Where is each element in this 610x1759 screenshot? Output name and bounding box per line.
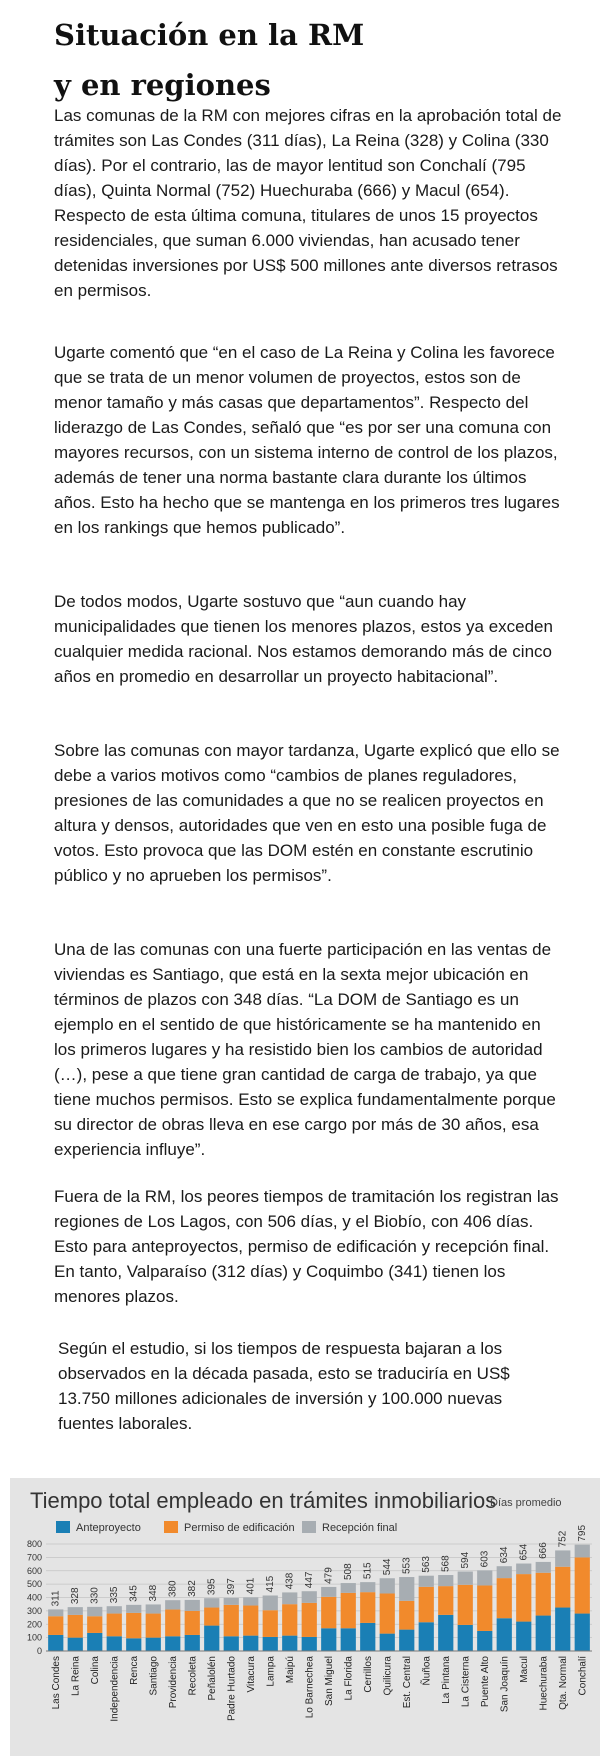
bar-segment-recepcion [341,1583,356,1593]
bar-segment-anteproyecto [185,1635,200,1651]
y-tick-label: 700 [26,1552,42,1563]
bar-segment-permiso [575,1557,590,1613]
bar-segment-permiso [107,1614,122,1637]
category-label: Vitacura [245,1656,257,1693]
bar-segment-recepcion [360,1582,375,1592]
category-label: Quilicura [382,1656,394,1696]
bar-segment-permiso [68,1615,83,1638]
category-label: Qta. Normal [557,1656,569,1710]
bar-total-label: 603 [479,1550,491,1568]
bar-segment-anteproyecto [321,1628,336,1651]
paragraph-2: Ugarte comentó que “en el caso de La Reina y Colina les favorece que se trata de un menor volumen de proyectos, estos son de menor tamaño y más casas que departamentos”. Respecto del liderazgo de Las Condes, señaló que “es por ser una comuna con mayores recursos, con un sistema interno de control de los plazos, además de tener una norma bastante clara durante los últimos años. Esto ha hecho que se mantenga en los primeros tres lugares en los rankings que hemos publicado”. [54,343,560,537]
bar-segment-anteproyecto [341,1628,356,1651]
bar-total-label: 563 [421,1556,433,1573]
bar-segment-permiso [536,1573,551,1616]
bar-segment-anteproyecto [224,1636,239,1651]
bar-segment-recepcion [146,1604,161,1613]
bar-total-label: 345 [128,1585,140,1602]
paragraph-4: Sobre las comunas con mayor tardanza, Ugarte explicó que ello se debe a varios motivos como “cambios de planes reguladores, presiones de las comunidades a que no se realicen proyectos en altura y densos, autoridades que ven en esto una posible fuga de votos. Esto provoca que las DOM estén en constante escrutinio público y no aprueben los permisos”. [54,741,560,885]
bar-segment-permiso [282,1604,297,1635]
bar-segment-anteproyecto [87,1633,102,1651]
bar-segment-permiso [302,1603,317,1637]
bar-total-label: 752 [557,1530,569,1548]
bar-segment-anteproyecto [126,1638,141,1651]
bar-total-label: 401 [245,1577,257,1595]
bar-segment-anteproyecto [302,1637,317,1651]
bar-segment-anteproyecto [575,1614,590,1651]
paragraph-1: Las comunas de la RM con mejores cifras en la aprobación total de trámites son Las Condes (311 días), La Reina (328) y Colina (330 días). Por el contrario, las de mayor lentitud son Conchalí (795 días), Quinta Normal (752) Huechuraba (666) y Macul (654). Respecto de esta última comuna, titulares de unos 15 proyectos residenciales, que suman 6.000 viviendas, han acusado tener detenidas inversiones por US$ 500 millones ante diversos retrasos en permisos. [54,106,562,300]
category-label: Puente Alto [479,1656,491,1708]
category-label: Peñalolén [206,1656,218,1701]
bar-segment-recepcion [516,1564,531,1575]
bar-segment-recepcion [126,1605,141,1613]
category-label: Lo Barnechea [304,1656,316,1719]
bar-segment-recepcion [380,1578,395,1593]
bar-total-label: 666 [538,1542,550,1559]
bar-segment-anteproyecto [107,1636,122,1651]
bar-total-label: 382 [187,1580,199,1597]
category-label: Colina [89,1656,101,1685]
bar-segment-anteproyecto [48,1635,63,1651]
category-label: Padre Hurtado [226,1656,238,1722]
bar-total-label: 544 [382,1558,394,1576]
bar-segment-permiso [458,1585,473,1625]
bar-total-label: 479 [323,1567,335,1584]
y-tick-label: 500 [26,1579,42,1590]
bar-total-label: 515 [362,1562,374,1580]
bar-segment-anteproyecto [360,1623,375,1651]
paragraph-5: Una de las comunas con una fuerte participación en las ventas de viviendas es Santiago, que está en la sexta mejor ubicación en términos de plazos con 348 días. “La DOM de Santiago es un ejemplo en el sentido de que históricamente se ha mantenido en los primeros lugares y ha resistido bien los cambios de autoridad (…), pese a que tiene gran cantidad de carga de trabajo, ya que tiene muchos permisos. Esto se explica fundamentalmente porque su director de obras lleva en ese cargo por más de 30 años, esa experiencia influye”. [54,940,556,1159]
category-label: Independencia [109,1656,121,1722]
bar-segment-recepcion [87,1607,102,1616]
y-tick-label: 200 [26,1619,42,1630]
bar-segment-recepcion [282,1592,297,1604]
bar-segment-permiso [399,1601,414,1630]
bar-segment-recepcion [48,1609,63,1616]
bar-total-label: 654 [518,1543,530,1561]
bar-total-label: 508 [343,1563,355,1581]
chart-subtitle: Días promedio [490,1497,562,1509]
bar-segment-permiso [419,1587,434,1622]
category-label: La Pintana [440,1656,452,1704]
bar-total-label: 397 [226,1578,238,1595]
bar-total-label: 438 [284,1572,296,1590]
title-line-1: Situación en la RM [54,18,365,52]
bar-total-label: 447 [304,1571,316,1589]
bar-segment-anteproyecto [399,1630,414,1651]
y-tick-label: 400 [26,1592,42,1603]
bar-segment-recepcion [302,1591,317,1603]
paragraph-3: De todos modos, Ugarte sostuvo que “aun cuando hay municipalidades que tienen los menores plazos, estos ya exceden cualquier medida racional. Nos estamos demorando más de cinco años en promedio en desarrollar un proyecto habitacional”. [54,592,553,686]
category-label: Maipú [284,1656,296,1684]
y-tick-label: 600 [26,1565,42,1576]
bar-segment-anteproyecto [458,1625,473,1651]
category-label: Lampa [265,1656,277,1687]
bar-segment-permiso [438,1586,453,1615]
bar-segment-permiso [380,1593,395,1633]
bar-total-label: 594 [460,1551,472,1569]
bar-segment-recepcion [419,1576,434,1587]
bar-total-label: 311 [50,1590,62,1607]
category-label: Recoleta [187,1656,199,1696]
bar-segment-recepcion [438,1575,453,1586]
bar-segment-permiso [243,1606,258,1636]
bar-segment-permiso [321,1597,336,1628]
category-label: Huechuraba [538,1656,550,1711]
chart-title: Tiempo total empleado en trámites inmobiliarios [30,1488,497,1513]
bar-segment-recepcion [224,1598,239,1605]
bar-total-label: 415 [265,1575,277,1593]
bar-total-label: 395 [206,1578,218,1596]
category-label: Renca [128,1656,140,1685]
category-label: La Cisterna [460,1656,472,1708]
chart-panel [10,1478,600,1756]
bar-segment-recepcion [243,1597,258,1605]
bar-total-label: 380 [167,1580,179,1598]
bar-segment-anteproyecto [263,1637,278,1651]
bar-segment-anteproyecto [204,1626,219,1651]
bar-segment-anteproyecto [477,1631,492,1651]
bar-segment-anteproyecto [516,1622,531,1651]
stacked-bar-chart [10,1478,600,1756]
bar-segment-permiso [146,1614,161,1638]
bar-segment-permiso [126,1613,141,1638]
bar-segment-anteproyecto [243,1636,258,1651]
bar-segment-recepcion [555,1550,570,1566]
y-tick-label: 100 [26,1632,42,1643]
bar-segment-anteproyecto [146,1638,161,1651]
bar-segment-recepcion [165,1600,180,1609]
category-label: Providencia [167,1656,179,1709]
bar-segment-permiso [497,1578,512,1618]
bar-segment-permiso [555,1567,570,1608]
category-label: Santiago [148,1656,160,1696]
bar-segment-recepcion [321,1587,336,1597]
category-label: Macul [518,1656,530,1683]
article-title [54,10,574,110]
bar-segment-recepcion [204,1598,219,1607]
bar-total-label: 795 [577,1524,589,1542]
bar-segment-permiso [224,1605,239,1636]
bar-segment-anteproyecto [282,1636,297,1651]
category-label: San Joaquín [499,1656,511,1713]
bar-segment-permiso [263,1610,278,1637]
bar-segment-permiso [48,1616,63,1635]
bar-total-label: 328 [70,1587,82,1605]
bar-total-label: 348 [148,1584,160,1602]
bar-segment-anteproyecto [380,1634,395,1651]
y-tick-label: 300 [26,1605,42,1616]
legend-label-permiso: Permiso de edificación [184,1522,295,1534]
bar-segment-recepcion [536,1562,551,1573]
bar-segment-anteproyecto [68,1638,83,1651]
paragraph-6: Fuera de la RM, los peores tiempos de tramitación los registran las regiones de Los Lagos, con 506 días, y el Biobío, con 406 días. Esto para anteproyectos, permiso de edificación y recepción final. En tanto, Valparaíso (312 días) y Coquimbo (341) tienen los menores plazos. [54,1187,559,1306]
legend-label-anteproyecto: Anteproyecto [76,1522,141,1534]
category-label: San Miguel [323,1656,335,1707]
y-tick-label: 0 [36,1646,42,1656]
bar-segment-recepcion [107,1606,122,1613]
category-label: La Florida [343,1656,355,1701]
bar-segment-recepcion [477,1570,492,1585]
bar-total-label: 568 [440,1555,452,1573]
bar-segment-permiso [516,1574,531,1621]
bar-segment-anteproyecto [536,1616,551,1651]
bar-segment-recepcion [575,1545,590,1558]
bar-segment-recepcion [458,1572,473,1585]
bar-segment-permiso [87,1616,102,1633]
bar-total-label: 335 [109,1586,121,1604]
bar-segment-anteproyecto [497,1618,512,1651]
y-tick-label: 800 [26,1539,42,1549]
bar-segment-recepcion [68,1607,83,1615]
title-line-2: y en regiones [54,68,271,102]
bar-segment-anteproyecto [555,1608,570,1651]
bar-segment-recepcion [185,1600,200,1611]
bar-segment-permiso [185,1611,200,1635]
bar-total-label: 330 [89,1587,101,1604]
paragraph-7: Según el estudio, si los tiempos de respuesta bajaran a los observados en la década pasada, esto se traduciría en US$ 13.750 millones adicionales de inversión y 100.000 nuevas fuentes laborales. [58,1339,510,1433]
category-label: Est. Central [401,1656,413,1709]
category-label: La Reina [70,1656,82,1697]
bar-segment-recepcion [399,1577,414,1601]
bar-segment-anteproyecto [419,1622,434,1651]
category-label: Ñuñoa [421,1656,433,1686]
bar-segment-permiso [341,1593,356,1628]
category-label: Conchalí [577,1656,589,1696]
category-label: Las Condes [50,1656,62,1710]
bar-segment-anteproyecto [438,1615,453,1651]
bar-total-label: 634 [499,1546,511,1564]
bar-segment-permiso [165,1610,180,1637]
bar-total-label: 553 [401,1557,413,1575]
legend-label-recepcion: Recepción final [322,1522,398,1534]
bar-segment-permiso [204,1608,219,1626]
category-label: Cerrillos [362,1656,374,1693]
bar-segment-permiso [477,1585,492,1630]
bar-segment-anteproyecto [165,1636,180,1651]
bar-segment-recepcion [263,1595,278,1610]
bar-segment-permiso [360,1592,375,1623]
bar-segment-recepcion [497,1566,512,1578]
